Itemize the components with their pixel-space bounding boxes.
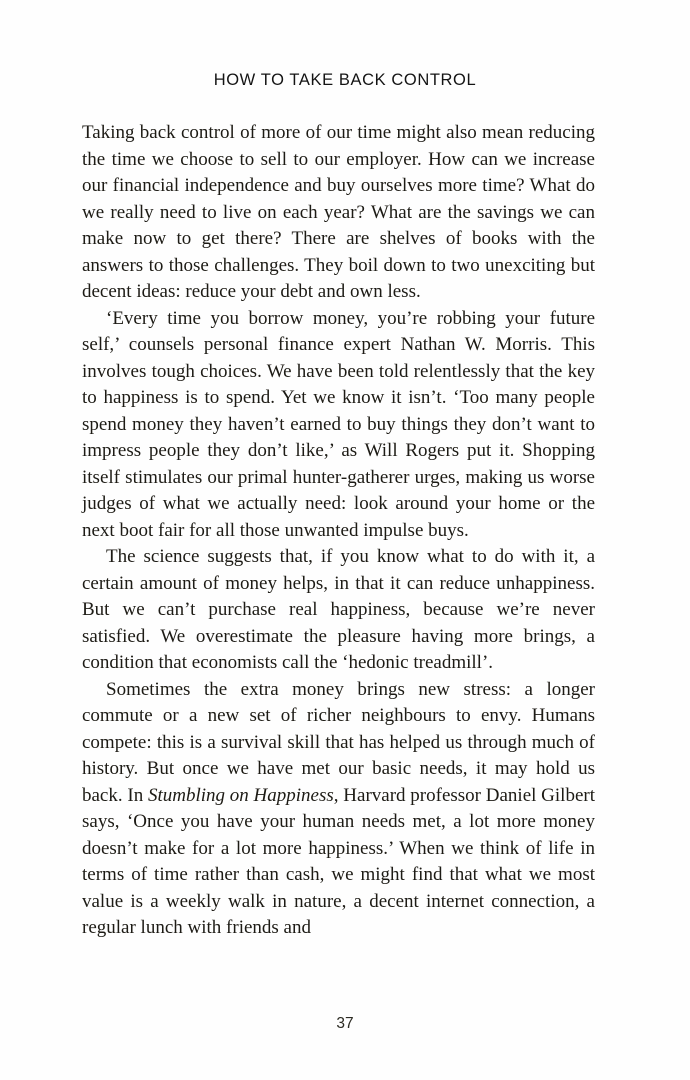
body-text-segment: ‘Every time you borrow money, you’re robbing your future self,’ counsels personal finance expert Nathan W. Morris. This involves tough choices. We have been told relentlessly that the key to happiness is to spend. Yet we know it isn’t. ‘Too many people spend money they haven’t earned to buy things they don’t want to impress people they don’t like,’ as Will Rogers put it. Shopping itself stimulates our primal hunter-gatherer urges, making us worse judges of what we actually need: look around your home or the next boot fair for all those unwanted impulse buys.	[82, 307, 595, 541]
body-text-segment: The science suggests that, if you know what to do with it, a certain amount of money helps, in that it can reduce unhappiness. But we can’t purchase real happiness, because we’re never satisfied. We overestimate the pleasure having more brings, a condition that economists call the ‘hedonic treadmill’.	[82, 546, 595, 673]
body-text-segment: Sometimes the extra money brings new stress: a longer commute or a new set of richer neighbours to envy. Humans compete: this is a survival skill that has helped us through much of history. But once we have met our basic needs, it may hold us back. In	[82, 678, 595, 806]
body-text-segment: , Harvard professor Daniel Gilbert says, ‘Once you have your human needs met, a lot more money doesn’t make for a lot more happiness.’ When we think of life in terms of time rather than cash, we might find that what we most value is a weekly walk in nature, a decent internet connection, a regular lunch with friends and	[82, 784, 595, 938]
paragraph	[82, 120, 595, 306]
paragraph	[82, 544, 595, 677]
body-text-segment: Taking back control of more of our time might also mean reducing the time we choose to sell to our employer. How can we increase our financial independence and buy ourselves more time? What do we really need to live on each year? What are the savings we can make now to get there? There are shelves of books with the answers to those challenges. They boil down to two unexciting but decent ideas: reduce your debt and own less.	[82, 122, 595, 302]
page-body	[82, 120, 595, 942]
paragraph	[82, 306, 595, 545]
running-header: HOW TO TAKE BACK CONTROL	[213, 71, 477, 89]
italic-text: Stumbling on Happiness	[147, 784, 334, 806]
paragraph	[82, 677, 595, 942]
page-number: 37	[336, 1015, 354, 1032]
